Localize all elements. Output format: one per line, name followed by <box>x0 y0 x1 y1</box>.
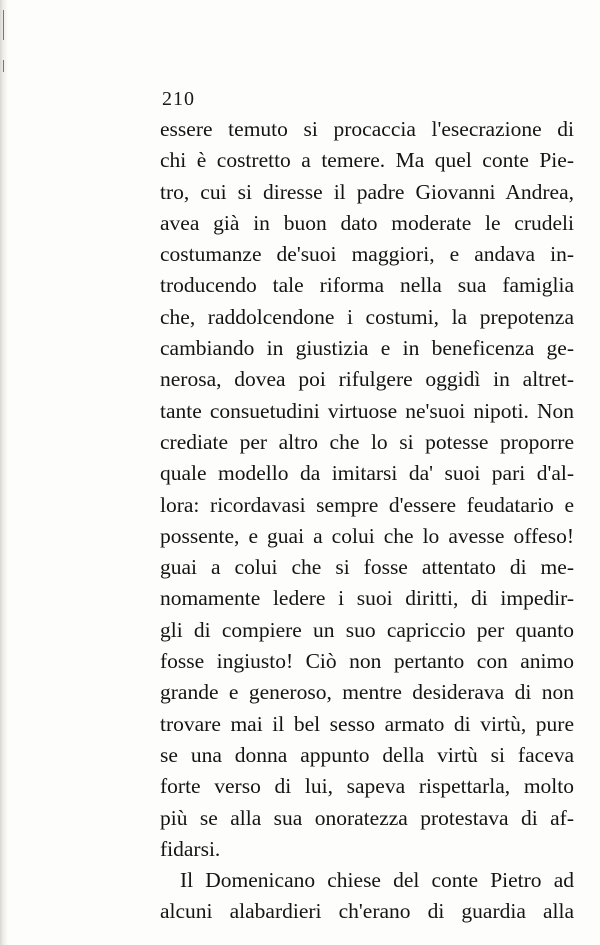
text-line: trovare mai il bel sesso armato di virtù, pure <box>160 711 574 736</box>
text-line: possente, e guai a colui che lo avesse offeso! <box>160 523 574 548</box>
binding-mark <box>3 10 4 40</box>
text-line-paragraph-end: fidarsi. <box>160 836 221 861</box>
text-line: costumanze de'suoi maggiori, e andava in- <box>160 242 574 267</box>
binding-mark <box>3 60 4 72</box>
text-line: nomamente ledere i suoi diritti, di impedir- <box>160 586 574 611</box>
text-line: che, raddolcendone i costumi, la prepotenza <box>160 304 574 329</box>
text-line: troducendo tale riforma nella sua famiglia <box>160 273 574 298</box>
text-line: essere temuto si procaccia l'esecrazione di <box>160 117 574 141</box>
text-line: chi è costretto a temere. Ma quel conte Pie- <box>160 148 574 173</box>
body-text <box>160 114 574 928</box>
text-line: avea già in buon dato moderate le crudeli <box>160 210 574 235</box>
text-line: nerosa, dovea poi rifulgere oggidì in altret- <box>160 367 574 392</box>
text-line: più se alla sua onoratezza protestava di af- <box>160 805 574 830</box>
binding-edge <box>0 0 8 945</box>
text-line: cambiando in giustizia e in beneficenza ge- <box>160 336 574 361</box>
text-line: gli di compiere un suo capriccio per quanto <box>160 617 574 642</box>
text-line: quale modello da imitarsi da' suoi pari d'al- <box>160 461 574 486</box>
text-line: fosse ingiusto! Ciò non pertanto con animo <box>160 649 574 674</box>
text-line-paragraph-start: Il Domenicano chiese del conte Pietro ad <box>180 868 574 893</box>
text-line: se una donna appunto della virtù si faceva <box>160 742 574 767</box>
text-line: tante consuetudini virtuose ne'suoi nipoti. Non <box>160 398 574 423</box>
text-line: lora: ricordavasi sempre d'essere feudatario e <box>160 492 574 517</box>
text-line: crediate per altro che lo si potesse proporre <box>160 429 574 454</box>
text-line: alcuni alabardieri ch'erano di guardia alla <box>160 899 574 924</box>
text-line: forte verso di lui, sapeva rispettarla, molto <box>160 774 574 799</box>
page-number: 210 <box>162 88 195 110</box>
text-line: guai a colui che si fosse attentato di me- <box>160 555 574 580</box>
text-line: grande e generoso, mentre desiderava di non <box>160 680 574 705</box>
text-line: tro, cui si diresse il padre Giovanni Andrea, <box>160 179 574 204</box>
